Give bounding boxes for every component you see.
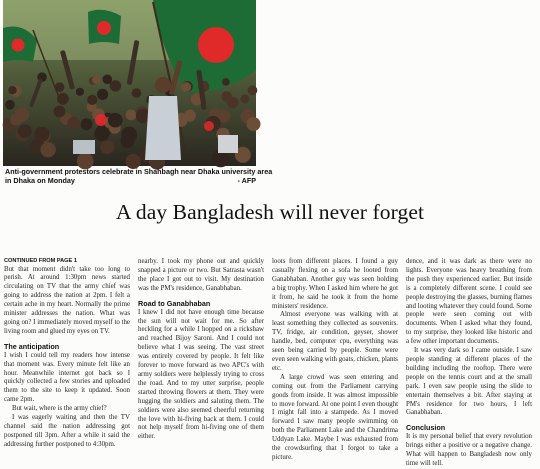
caption-line-1: Anti-government protestors celebrate in Shahbagh near Dhaka university area bbox=[5, 167, 273, 176]
article-column-3 bbox=[272, 258, 398, 461]
crowd-head bbox=[100, 140, 114, 154]
paragraph: It was very dark so I came outside. I saw people standing at different places of the building including the rooftop. There were people on the tennis court and at the small park. I even saw people using the slide to entertain themselves a bit. After staying at PM's residence for two hours, I left Ganabhaban. bbox=[406, 347, 532, 417]
crowd-head bbox=[92, 75, 101, 84]
crowd-head bbox=[97, 89, 108, 100]
crowd-head bbox=[18, 124, 32, 138]
crowd-head bbox=[5, 100, 15, 110]
section-subheading: Conclusion bbox=[406, 423, 446, 433]
crowd-head bbox=[67, 117, 80, 130]
crowd-head bbox=[121, 134, 135, 148]
photo-credit: - AFP bbox=[237, 176, 256, 186]
crowd-head bbox=[247, 117, 261, 131]
caption-line-2: in Dhaka on Monday bbox=[5, 176, 75, 186]
crowd-head bbox=[54, 106, 66, 118]
paragraph: But wait, where is the army chief? bbox=[12, 405, 107, 413]
article-column-2 bbox=[138, 258, 264, 440]
crowd-head bbox=[108, 113, 123, 128]
crowd-head bbox=[87, 95, 97, 105]
continued-from-label: CONTINUED FROM PAGE 1 bbox=[4, 258, 77, 264]
crowd-head bbox=[81, 118, 93, 130]
crowd-head bbox=[76, 88, 84, 96]
bangladesh-flag-mid bbox=[88, 10, 121, 44]
paragraph: I knew I did not have enough time because the sun will not wait for me. So after heckling for a while I hopped on a rickshaw and reached Bijoy Saroni. And I could not believe what I was seeing. The vast street was entirely covered by people. It felt like forever to move forward as two APC's with army soldiers were helplessly trying to cross the road. And to my utter surprise, people started throwing flowers at them. They were hugging the soldiers and saluting them. The soldiers were also seemed cheerful returning the love with hi-fiving back at them. I could not help myself from hi-fiving one of them either. bbox=[138, 308, 264, 441]
crowd-head bbox=[227, 97, 239, 109]
section-subheading: The anticipation bbox=[4, 341, 60, 351]
crowd-head bbox=[55, 82, 65, 92]
crowd-head bbox=[34, 127, 49, 142]
paragraph: I wish I could tell my readers how intense that moment was. Every minute felt like an hour. Meanwhile internet got back so I quickly collected a few stories and uploaded them to the site to keep it updated. Soon came 2pm. bbox=[4, 351, 130, 404]
crowd-head bbox=[241, 95, 250, 104]
crowd-head bbox=[248, 85, 258, 95]
crowd-head bbox=[15, 107, 29, 121]
crowd-head bbox=[103, 75, 113, 85]
paragraph: It is my personal belief that every revolution brings either a positive or a negative change. What will happen to Bangladesh now only time will tell. bbox=[406, 433, 532, 468]
crowd-head bbox=[181, 82, 191, 92]
paragraph: dence, and it was dark as there were no lights. Everyone was heavy breathing from the push they experienced earlier. But inside is a completely different scene. I could see people destroying the glasses, burning flames and looting whatever they could found. Some people were seen coming out with documents. When I asked what they found, to my surprise, they looked like historic and a few other important documents. bbox=[406, 258, 532, 346]
article-headline: A day Bangladesh will never forget bbox=[115, 200, 425, 224]
crowd-head bbox=[57, 93, 69, 105]
article-column-4 bbox=[406, 258, 532, 468]
paragraph: nearby. I took my phone out and quickly snapped a picture or two. But Satrasta wasn't the place I got out to visit. My destination was the PM's residence, Ganabhaban. bbox=[138, 258, 264, 292]
photo-caption bbox=[5, 167, 273, 186]
crowd-head bbox=[8, 86, 16, 94]
article-column-1 bbox=[4, 258, 130, 448]
paragraph: A large crowd was seen entering and coming out from the Parliament carrying goods from inside. It was almost impossible to move forward. At one point I even thought I might fall into a stampede. As I moved forward I saw many people swimming on both the Parliament Lake and the Chandrima Uddyan Lake. Maybe I was exhausted from the crowdsurfing that I forgot to take a picture. bbox=[272, 373, 398, 461]
news-photo bbox=[3, 0, 256, 166]
crowd-head bbox=[132, 88, 142, 98]
section-subheading: Road to Ganabhaban bbox=[138, 298, 211, 308]
crowd-head bbox=[222, 78, 230, 86]
paragraph: I was eagerly waiting and then the TV channel said the nation addressing got postponed till 3pm. After a while it said the addressing further postponed to 4:30pm. bbox=[4, 414, 130, 448]
crowd-head bbox=[94, 126, 109, 141]
crowd-head bbox=[40, 142, 55, 157]
paragraph: But that moment didn't take too long to perish. At around 1:30pm news started circulating on TV that the army chief was going to address the nation at 2pm. I felt a certain ache in my heart. Normally the prime minister addresses the nation. What was going on? I immediately moved myself to the living room and glued my eyes on TV. bbox=[4, 265, 130, 335]
paragraph: Almost everyone was walking with at least something they collected as souvenirs. TV, fridge, air condition, geyser, shower handle, bed, computer cpu, everything was seen being carried by people. Some were even seen walking with goats, chicken, plants etc. bbox=[272, 311, 398, 372]
protest-photo-illustration bbox=[3, 0, 256, 166]
paragraph: loots from different places. I found a guy casually flexing on a sofa he looted from Ganabhaban. Another guy was seen holding a big trophy. When I asked him where he got it from, he said he took it from the home ministers' residence. bbox=[272, 258, 398, 310]
crowd-head bbox=[126, 110, 137, 121]
crowd-head bbox=[110, 80, 121, 91]
